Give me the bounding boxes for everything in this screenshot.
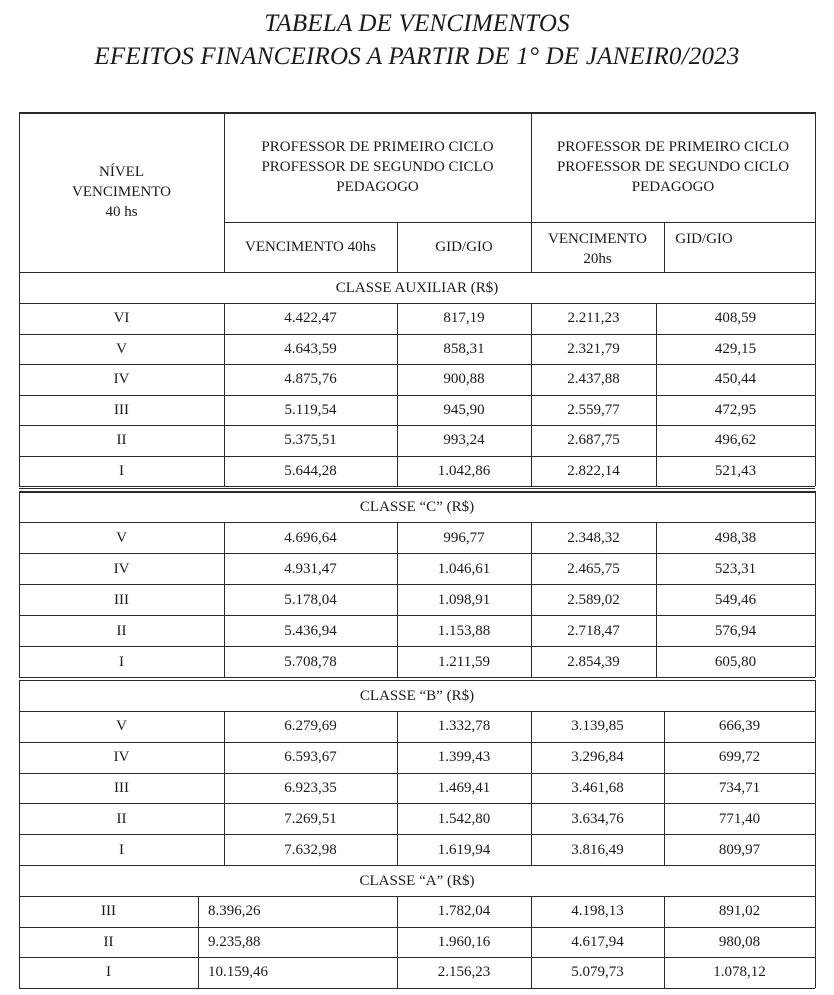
table-rule	[19, 488, 815, 489]
header-vencimento-20hs-line: VENCIMENTO	[548, 231, 647, 247]
row-vencimento-20hs: 2.348,32	[567, 529, 620, 546]
table-rule	[19, 677, 815, 678]
row-gid-gio-20hs: 549,46	[714, 591, 757, 608]
header-group-2-line: PROFESSOR DE SEGUNDO CICLO	[556, 159, 790, 175]
row-gid-gio-40hs: 1.098,91	[437, 591, 491, 608]
row-gid-gio-20hs: 496,62	[714, 432, 757, 449]
row-gid-gio-20hs: 699,72	[718, 749, 761, 766]
row-gid-gio-40hs: 1.782,04	[437, 903, 491, 920]
row-gid-gio-20hs: 734,71	[718, 779, 761, 796]
header-group-1-line: PEDAGOGO	[336, 179, 419, 195]
row-vencimento-40hs: 8.396,26	[208, 903, 261, 920]
row-gid-gio-20hs: 498,38	[714, 529, 757, 546]
table-rule	[531, 303, 532, 486]
row-nivel: IV	[113, 749, 130, 766]
row-gid-gio-20hs: 980,08	[718, 933, 761, 950]
header-group-1	[224, 137, 531, 197]
header-nivel-line: VENCIMENTO	[72, 184, 171, 200]
row-gid-gio-20hs: 891,02	[718, 903, 761, 920]
document-title-line-2: EFEITOS FINANCEIROS A PARTIR DE 1° DE JANEIR0/2023	[94, 43, 740, 70]
table-rule	[656, 303, 657, 486]
table-rule	[198, 896, 199, 988]
row-vencimento-20hs: 2.687,75	[567, 432, 620, 449]
row-gid-gio-20hs: 771,40	[718, 810, 761, 827]
row-vencimento-40hs: 4.931,47	[284, 560, 337, 577]
row-gid-gio-20hs: 521,43	[714, 462, 757, 479]
row-vencimento-20hs: 2.854,39	[567, 653, 620, 670]
row-vencimento-40hs: 5.708,78	[284, 653, 337, 670]
row-nivel: IV	[113, 371, 130, 388]
document-title-line-1: TABELA DE VENCIMENTOS	[264, 10, 570, 37]
table-rule	[19, 486, 815, 487]
table-rule	[664, 896, 665, 988]
row-nivel: III	[114, 779, 129, 796]
header-group-2	[531, 137, 815, 197]
table-rule	[664, 711, 665, 865]
row-vencimento-20hs: 2.718,47	[567, 622, 620, 639]
header-vencimento-20hs	[531, 229, 664, 269]
row-gid-gio-40hs: 1.332,78	[437, 718, 491, 735]
row-gid-gio-40hs: 1.042,86	[437, 462, 491, 479]
table-rule	[19, 491, 20, 677]
row-vencimento-20hs: 4.198,13	[571, 903, 624, 920]
row-gid-gio-20hs: 523,31	[714, 560, 757, 577]
row-gid-gio-40hs: 900,88	[443, 371, 485, 388]
row-gid-gio-40hs: 1.211,59	[438, 653, 490, 670]
row-vencimento-40hs: 5.436,94	[284, 622, 337, 639]
row-gid-gio-20hs: 666,39	[718, 718, 761, 735]
row-vencimento-40hs: 5.375,51	[284, 432, 337, 449]
row-gid-gio-40hs: 817,19	[443, 310, 485, 327]
table-rule	[397, 711, 398, 865]
row-gid-gio-40hs: 858,31	[443, 340, 485, 357]
header-vencimento-40hs: VENCIMENTO 40hs	[245, 239, 376, 255]
row-nivel: I	[106, 964, 111, 981]
row-vencimento-40hs: 4.875,76	[284, 371, 337, 388]
table-rule	[815, 272, 816, 486]
row-nivel: II	[116, 622, 127, 639]
section-title: CLASSE “B” (R$)	[359, 687, 475, 704]
row-nivel: IV	[113, 560, 130, 577]
row-nivel: II	[116, 432, 127, 449]
row-vencimento-40hs: 5.119,54	[284, 401, 337, 418]
row-vencimento-40hs: 4.643,59	[284, 340, 337, 357]
row-gid-gio-20hs: 605,80	[714, 653, 757, 670]
row-vencimento-40hs: 5.644,28	[284, 462, 337, 479]
header-group-2-line: PEDAGOGO	[631, 179, 715, 195]
header-group-2-line: PROFESSOR DE PRIMEIRO CICLO	[556, 139, 790, 155]
row-nivel: I	[119, 841, 124, 858]
header-group-1-line: PROFESSOR DE SEGUNDO CICLO	[261, 159, 494, 175]
header-nivel	[19, 162, 224, 222]
row-nivel: III	[114, 401, 129, 418]
row-vencimento-40hs: 6.923,35	[284, 779, 337, 796]
row-gid-gio-20hs: 809,97	[718, 841, 761, 858]
section-title: CLASSE AUXILIAR (R$)	[335, 279, 499, 296]
row-nivel: I	[119, 653, 124, 670]
header-gid-gio-2: GID/GIO	[675, 231, 733, 247]
row-vencimento-20hs: 2.321,79	[567, 340, 620, 357]
row-vencimento-20hs: 2.559,77	[567, 401, 620, 418]
row-gid-gio-40hs: 1.399,43	[437, 749, 491, 766]
row-vencimento-40hs: 6.593,67	[284, 749, 337, 766]
row-vencimento-40hs: 7.269,51	[284, 810, 337, 827]
row-gid-gio-40hs: 2.156,23	[437, 964, 491, 981]
row-vencimento-40hs: 10.159,46	[208, 964, 268, 981]
table-rule	[397, 522, 398, 677]
table-rule	[19, 988, 815, 989]
row-gid-gio-40hs: 996,77	[443, 529, 485, 546]
table-rule	[19, 112, 815, 114]
row-nivel: II	[103, 933, 114, 950]
table-rule	[815, 680, 816, 865]
row-gid-gio-40hs: 1.046,61	[437, 560, 491, 577]
row-vencimento-20hs: 3.461,68	[571, 779, 624, 796]
table-rule	[224, 112, 225, 272]
header-group-1-line: PROFESSOR DE PRIMEIRO CICLO	[261, 139, 494, 155]
table-rule	[815, 112, 816, 272]
table-rule	[656, 522, 657, 677]
row-vencimento-20hs: 4.617,94	[571, 933, 624, 950]
row-vencimento-20hs: 3.296,84	[571, 749, 624, 766]
table-rule	[815, 865, 816, 988]
row-vencimento-40hs: 7.632,98	[284, 841, 337, 858]
row-gid-gio-40hs: 945,90	[443, 401, 485, 418]
row-gid-gio-20hs: 576,94	[714, 622, 757, 639]
header-nivel-line: NÍVEL	[99, 164, 144, 180]
header-nivel-line: 40 hs	[105, 204, 138, 220]
row-vencimento-20hs: 3.139,85	[571, 718, 624, 735]
header-gid-gio-1: GID/GIO	[435, 239, 493, 255]
table-rule	[224, 303, 225, 486]
row-vencimento-20hs: 5.079,73	[571, 964, 624, 981]
table-rule	[531, 711, 532, 865]
row-vencimento-20hs: 3.634,76	[571, 810, 624, 827]
table-rule	[19, 112, 20, 272]
section-title: CLASSE “C” (R$)	[359, 498, 475, 515]
table-rule	[664, 222, 665, 272]
table-rule	[531, 522, 532, 677]
table-rule	[224, 522, 225, 677]
row-gid-gio-40hs: 1.542,80	[437, 810, 491, 827]
table-rule	[397, 896, 398, 988]
table-rule	[224, 222, 815, 223]
table-rule	[531, 112, 532, 272]
section-title: CLASSE “A” (R$)	[359, 872, 475, 889]
table-rule	[531, 896, 532, 988]
row-nivel: I	[119, 462, 124, 479]
row-nivel: VI	[113, 310, 130, 327]
row-nivel: V	[116, 340, 127, 357]
row-vencimento-40hs: 6.279,69	[284, 718, 337, 735]
table-rule	[19, 272, 20, 486]
row-vencimento-40hs: 4.696,64	[284, 529, 337, 546]
row-nivel: III	[101, 903, 116, 920]
row-gid-gio-20hs: 450,44	[714, 371, 757, 388]
table-rule	[19, 680, 20, 865]
row-vencimento-20hs: 2.465,75	[567, 560, 620, 577]
table-rule	[224, 711, 225, 865]
row-gid-gio-20hs: 472,95	[714, 401, 757, 418]
row-vencimento-20hs: 2.822,14	[567, 462, 620, 479]
row-gid-gio-20hs: 429,15	[714, 340, 757, 357]
row-gid-gio-40hs: 1.153,88	[437, 622, 491, 639]
row-gid-gio-40hs: 1.469,41	[437, 779, 491, 796]
table-rule	[397, 303, 398, 486]
row-vencimento-20hs: 2.437,88	[567, 371, 620, 388]
table-rule	[19, 865, 20, 988]
row-gid-gio-40hs: 1.960,16	[437, 933, 491, 950]
row-vencimento-40hs: 5.178,04	[284, 591, 337, 608]
row-gid-gio-40hs: 993,24	[443, 432, 485, 449]
row-nivel: III	[114, 591, 129, 608]
table-rule	[397, 222, 398, 272]
row-vencimento-40hs: 9.235,88	[208, 933, 261, 950]
row-gid-gio-20hs: 408,59	[714, 310, 757, 327]
row-vencimento-20hs: 3.816,49	[571, 841, 624, 858]
row-vencimento-20hs: 2.589,02	[567, 591, 620, 608]
row-nivel: V	[116, 718, 127, 735]
row-vencimento-40hs: 4.422,47	[284, 310, 337, 327]
row-vencimento-20hs: 2.211,23	[567, 310, 620, 327]
table-rule	[815, 491, 816, 677]
header-vencimento-20hs-line: 20hs	[583, 251, 612, 267]
row-gid-gio-40hs: 1.619,94	[437, 841, 491, 858]
row-nivel: V	[116, 529, 127, 546]
row-gid-gio-20hs: 1.078,12	[713, 964, 766, 981]
row-nivel: II	[116, 810, 127, 827]
